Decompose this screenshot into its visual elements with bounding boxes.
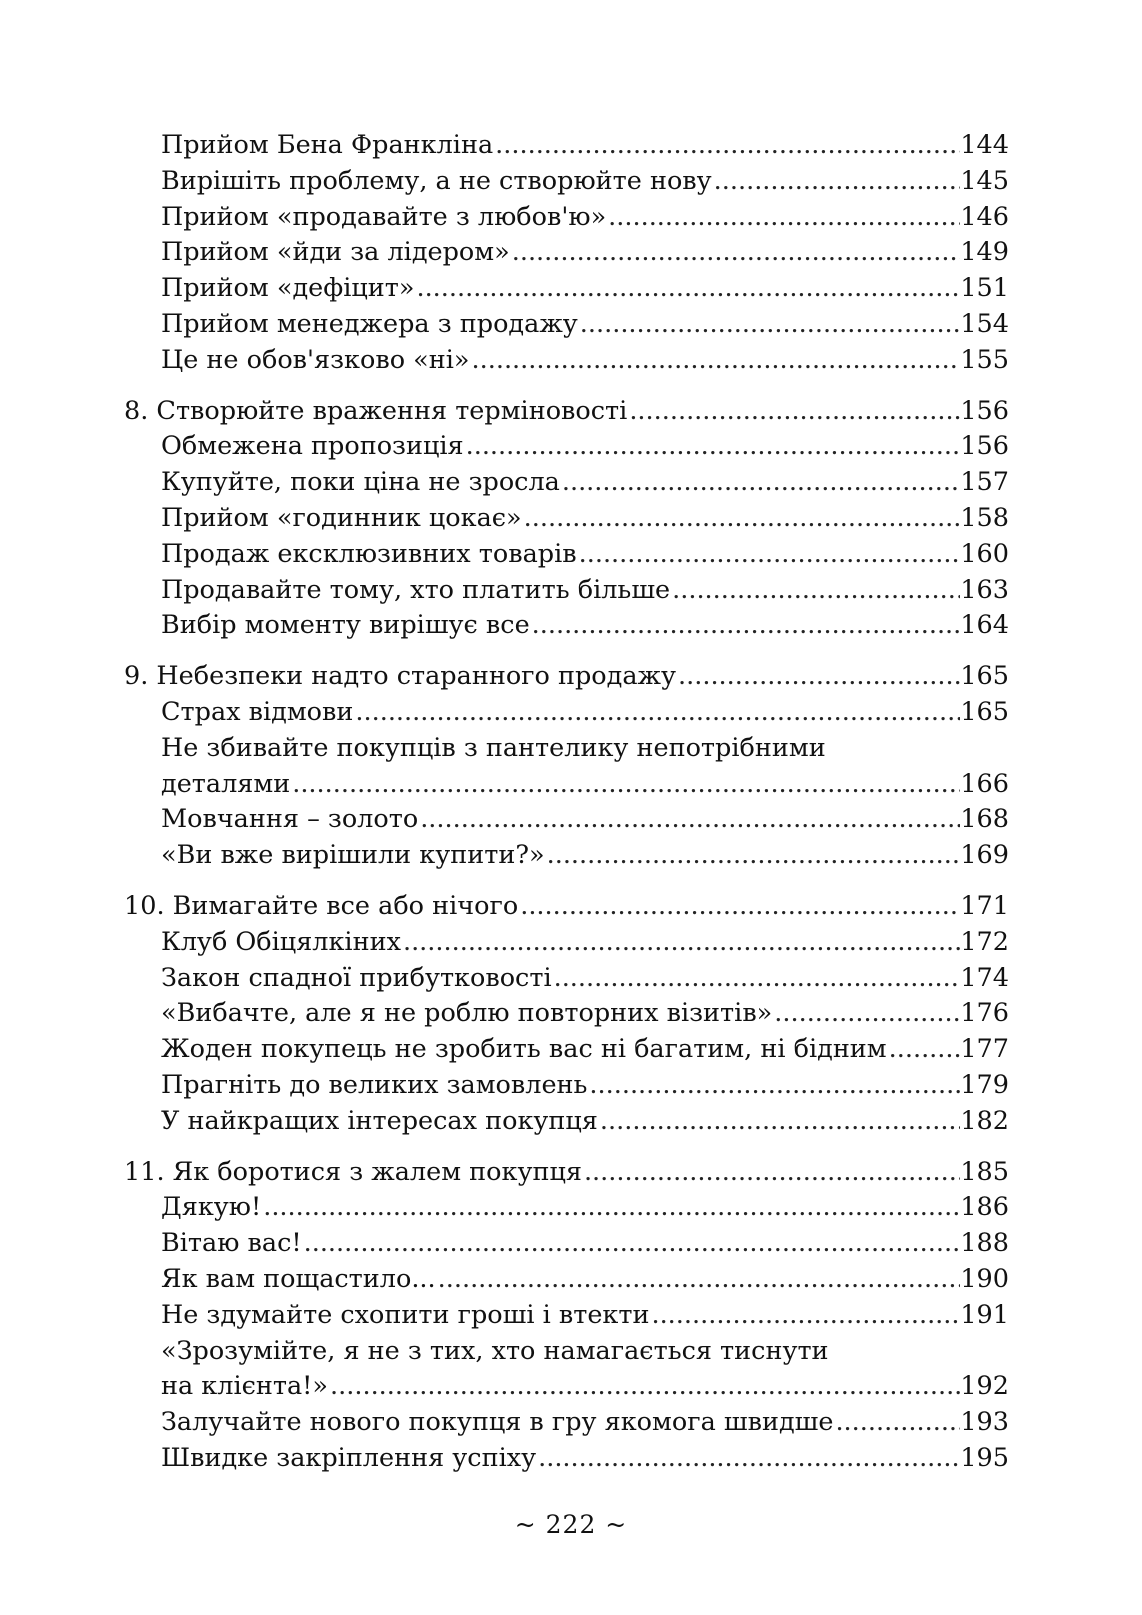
entry-title: Прийом менеджера з продажу — [161, 308, 578, 339]
entry-title: Вітаю вас! — [161, 1228, 302, 1259]
entry-title-first-line: Не збивайте покупців з пантелику непотрібними — [161, 732, 826, 763]
entry-title: У найкращих інтересах покупця — [161, 1105, 598, 1136]
dot-leader — [587, 1068, 960, 1104]
entry-page: 192 — [960, 1371, 1009, 1402]
dot-leader — [606, 200, 960, 236]
entry-page: 168 — [960, 804, 1009, 835]
dot-leader — [649, 1298, 960, 1334]
dot-leader — [530, 608, 961, 644]
entry-title: Продаж ексклюзивних товарів — [161, 538, 577, 569]
dot-leader — [545, 838, 961, 874]
dot-leader — [670, 573, 960, 609]
toc-entry — [124, 1298, 1009, 1334]
dot-leader — [418, 802, 960, 838]
dot-leader — [464, 429, 961, 465]
entry-title: Прийом «годинник цокає» — [161, 502, 522, 533]
entry-page: 165 — [960, 696, 1009, 727]
toc-entry — [124, 1405, 1009, 1441]
entry-page: 160 — [960, 538, 1009, 569]
entry-title: Страх відмови — [161, 696, 354, 727]
toc-entry — [124, 1441, 1009, 1477]
dot-leader — [887, 1032, 961, 1068]
toc-entry — [124, 343, 1009, 379]
entry-title: Обмежена пропозиція — [161, 431, 464, 462]
dot-leader — [598, 1104, 960, 1140]
toc-entry — [124, 164, 1009, 200]
entry-title: Прийом «продавайте з любов'ю» — [161, 201, 607, 232]
entry-page: 145 — [960, 165, 1009, 196]
entry-title: Прагніть до великих замовлень — [161, 1069, 588, 1100]
entry-title: деталями — [161, 768, 291, 799]
entry-title: «Вибачте, але я не роблю повторних візитів» — [161, 998, 773, 1029]
dot-leader — [353, 695, 960, 731]
toc-entry — [124, 1104, 1009, 1140]
entry-page: 186 — [960, 1192, 1009, 1223]
entry-title: на клієнта!» — [161, 1371, 329, 1402]
dot-leader — [833, 1405, 960, 1441]
toc-entry — [124, 1262, 1009, 1298]
toc-entry — [124, 695, 1009, 731]
entry-page: 179 — [960, 1069, 1009, 1100]
entry-page: 146 — [960, 201, 1009, 232]
entry-page: 158 — [960, 502, 1009, 533]
entry-page: 169 — [960, 840, 1009, 871]
dot-leader — [712, 164, 961, 200]
toc-chapter-heading — [124, 889, 1009, 925]
dot-leader — [401, 925, 960, 961]
dot-leader — [470, 343, 961, 379]
dot-leader — [560, 465, 960, 501]
dot-leader — [676, 659, 960, 695]
dot-leader — [772, 996, 960, 1032]
toc-chapter-heading — [124, 394, 1009, 430]
page-number: ~ 222 ~ — [514, 1510, 628, 1539]
toc-entry — [124, 235, 1009, 271]
chapter-page: 185 — [960, 1156, 1009, 1187]
dot-leader — [436, 1262, 961, 1298]
entry-page: 174 — [960, 962, 1009, 993]
entry-page: 193 — [960, 1407, 1009, 1438]
dot-leader — [536, 1441, 960, 1477]
entry-page: 188 — [960, 1228, 1009, 1259]
dot-leader — [510, 235, 961, 271]
dot-leader — [578, 307, 961, 343]
toc-entry — [124, 429, 1009, 465]
toc-chapter-heading — [124, 659, 1009, 695]
toc-chapter-heading — [124, 1155, 1009, 1191]
toc-entry — [124, 802, 1009, 838]
toc-section-chapter-9 — [124, 659, 1009, 874]
toc-section-continuation — [124, 128, 1009, 379]
entry-page: 156 — [960, 431, 1009, 462]
dot-leader — [627, 394, 960, 430]
dot-leader — [302, 1226, 961, 1262]
chapter-title: 11. Як боротися з жалем покупця — [124, 1156, 582, 1187]
entry-title: Це не обов'язково «ні» — [161, 344, 470, 375]
toc-entry — [124, 1068, 1009, 1104]
entry-page: 157 — [960, 467, 1009, 498]
toc-entry — [124, 307, 1009, 343]
dot-leader — [577, 537, 961, 573]
entry-page: 190 — [960, 1263, 1009, 1294]
entry-title: Залучайте нового покупця в гру якомога швидше — [161, 1407, 834, 1438]
dot-leader — [493, 128, 960, 164]
chapter-page: 156 — [960, 395, 1009, 426]
toc-entry — [124, 501, 1009, 537]
chapter-title: 9. Небезпеки надто старанного продажу — [124, 661, 677, 692]
toc-entry — [124, 200, 1009, 236]
toc-entry — [124, 537, 1009, 573]
entry-title: Швидке закріплення успіху — [161, 1442, 537, 1473]
entry-page: 172 — [960, 926, 1009, 957]
entry-title: Як вам пощастило... — [161, 1263, 436, 1294]
toc-entry — [124, 1369, 1009, 1405]
toc-entry — [124, 573, 1009, 609]
entry-page: 163 — [960, 574, 1009, 605]
entry-page: 164 — [960, 610, 1009, 641]
toc-section-chapter-11 — [124, 1155, 1009, 1477]
toc-entry — [124, 996, 1009, 1032]
toc-entry — [124, 128, 1009, 164]
dot-leader — [522, 501, 961, 537]
dot-leader — [552, 961, 961, 997]
toc-entry — [124, 465, 1009, 501]
toc-section-chapter-8 — [124, 394, 1009, 645]
chapter-page: 171 — [960, 890, 1009, 921]
entry-page: 154 — [960, 308, 1009, 339]
toc-entry — [124, 1226, 1009, 1262]
dot-leader — [290, 767, 960, 803]
entry-title: Продавайте тому, хто платить більше — [161, 574, 671, 605]
entry-page: 144 — [960, 130, 1009, 160]
dot-leader — [328, 1369, 960, 1405]
entry-title: Прийом Бена Франкліна — [161, 130, 494, 160]
entry-title: Мовчання – золото — [161, 804, 419, 835]
entry-title: Прийом «дефіцит» — [161, 273, 415, 304]
entry-title: Дякую! — [161, 1192, 262, 1223]
toc-entry — [124, 1032, 1009, 1068]
entry-title: Купуйте, поки ціна не зросла — [161, 467, 560, 498]
chapter-title: 8. Створюйте враження терміновості — [124, 395, 628, 426]
toc-entry — [124, 838, 1009, 874]
table-of-contents — [124, 128, 1009, 1492]
entry-title: Не здумайте схопити гроші і втекти — [161, 1299, 650, 1330]
entry-page: 182 — [960, 1105, 1009, 1136]
toc-entry — [124, 1190, 1009, 1226]
entry-title: Вирішіть проблему, а не створюйте нову — [161, 165, 712, 196]
entry-title: Закон спадної прибутковості — [161, 962, 552, 993]
dot-leader — [414, 271, 960, 307]
toc-entry — [124, 767, 1009, 803]
chapter-title: 10. Вимагайте все або нічого — [124, 890, 519, 921]
entry-page: 155 — [960, 344, 1009, 375]
entry-page: 195 — [960, 1442, 1009, 1473]
entry-title: Жоден покупець не зробить вас ні багатим, ні бідним — [161, 1034, 887, 1065]
entry-page: 176 — [960, 998, 1009, 1029]
entry-title: Прийом «йди за лідером» — [161, 237, 510, 268]
entry-title: Клуб Обіцялкіних — [161, 926, 401, 957]
dot-leader — [582, 1155, 960, 1191]
toc-section-chapter-10 — [124, 889, 1009, 1140]
entry-title: Вибір моменту вирішує все — [161, 610, 530, 641]
entry-page: 166 — [960, 768, 1009, 799]
entry-page: 151 — [960, 273, 1009, 304]
dot-leader — [261, 1190, 960, 1226]
entry-page: 177 — [960, 1034, 1009, 1065]
entry-title-first-line: «Зрозумійте, я не з тих, хто намагається тиснути — [161, 1335, 829, 1366]
entry-page: 149 — [960, 237, 1009, 268]
toc-entry — [124, 608, 1009, 644]
toc-entry — [124, 925, 1009, 961]
entry-page: 191 — [960, 1299, 1009, 1330]
toc-entry — [124, 961, 1009, 997]
dot-leader — [518, 889, 960, 925]
chapter-page: 165 — [960, 661, 1009, 692]
toc-entry — [124, 271, 1009, 307]
entry-title: «Ви вже вирішили купити?» — [161, 840, 545, 871]
